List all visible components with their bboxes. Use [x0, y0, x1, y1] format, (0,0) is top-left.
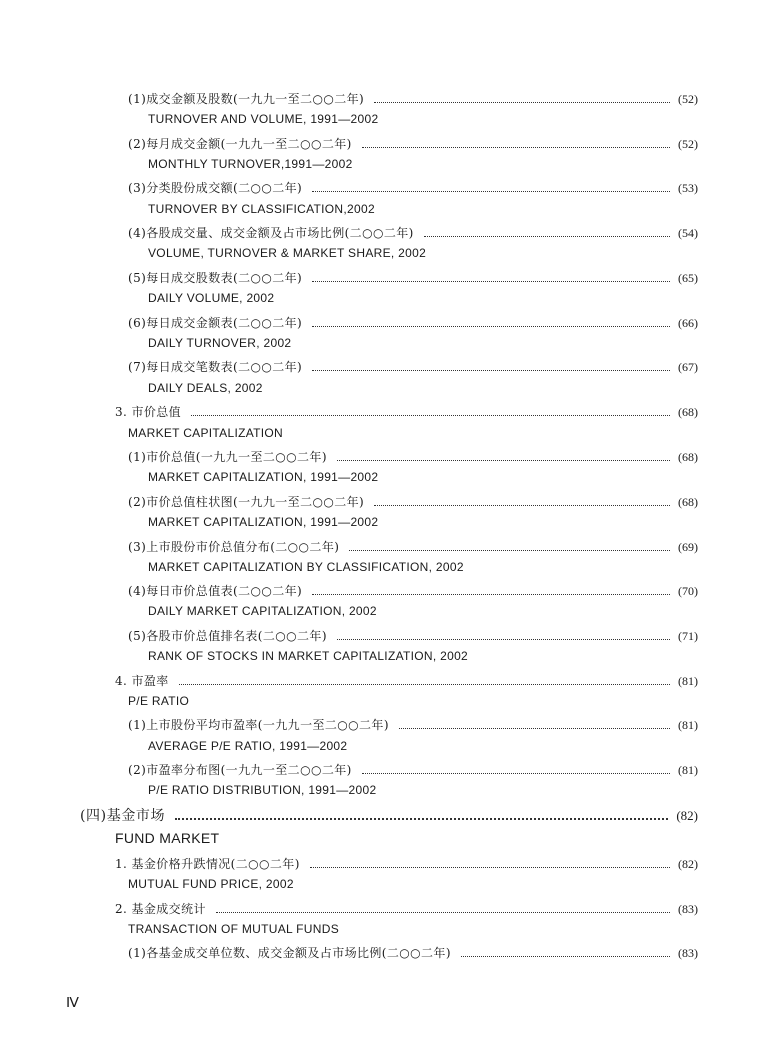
leader-dots — [362, 147, 670, 148]
entry-title: (3)上市股份市价总值分布(二○○二年) — [128, 540, 340, 554]
leader-dots — [312, 281, 670, 282]
leader-dots — [399, 728, 670, 729]
page-number: (82) — [676, 808, 698, 823]
page-number: (52) — [678, 137, 698, 151]
toc-entry[interactable] — [115, 900, 698, 917]
toc-entry[interactable] — [128, 135, 698, 152]
page-number: (70) — [678, 584, 698, 598]
toc-entry[interactable] — [128, 90, 698, 107]
page-number: (66) — [678, 316, 698, 330]
entry-subtitle: MUTUAL FUND PRICE, 2002 — [128, 877, 294, 891]
entry-title: (2)每月成交金额(一九九一至二○○二年) — [128, 137, 352, 151]
page-number: (81) — [678, 718, 698, 732]
leader-dots — [424, 236, 670, 237]
entry-subtitle: P/E RATIO — [128, 694, 190, 708]
page-number: (68) — [678, 450, 698, 464]
entry-subtitle: RANK OF STOCKS IN MARKET CAPITALIZATION, 2002 — [148, 649, 469, 663]
page-number: (68) — [678, 495, 698, 509]
entry-title: 2. 基金成交统计 — [115, 902, 206, 916]
entry-subtitle: MARKET CAPITALIZATION BY CLASSIFICATION, 2002 — [148, 560, 464, 574]
leader-dots — [216, 912, 670, 913]
toc-entry[interactable] — [115, 403, 698, 420]
page-number: (67) — [678, 360, 698, 374]
entry-title: (2)市价总值柱状图(一九九一至二○○二年) — [128, 495, 365, 509]
entry-title: 3. 市价总值 — [115, 405, 182, 419]
toc-entry[interactable] — [128, 493, 698, 510]
toc-section-heading[interactable] — [80, 805, 698, 825]
page-number: (54) — [678, 226, 698, 240]
entry-subtitle: TRANSACTION OF MUTUAL FUNDS — [128, 922, 339, 936]
toc-entry[interactable] — [115, 672, 698, 689]
entry-title: (5)各股市价总值排名表(二○○二年) — [128, 629, 327, 643]
entry-title: (2)市盈率分布图(一九九一至二○○二年) — [128, 763, 352, 777]
entry-subtitle: DAILY MARKET CAPITALIZATION, 2002 — [148, 604, 377, 618]
leader-dots — [374, 505, 670, 506]
entry-title: (4)每日市价总值表(二○○二年) — [128, 584, 303, 598]
page-number: (83) — [678, 946, 698, 960]
page-number: (83) — [678, 902, 698, 916]
page-number: (65) — [678, 271, 698, 285]
page-number: (69) — [678, 540, 698, 554]
entry-subtitle: P/E RATIO DISTRIBUTION, 1991—2002 — [148, 783, 377, 797]
toc-entry[interactable] — [128, 627, 698, 644]
leader-dots — [312, 326, 670, 327]
leader-dots — [310, 867, 670, 868]
leader-dots — [337, 639, 670, 640]
leader-dots — [175, 818, 668, 820]
page-number: (81) — [678, 674, 698, 688]
toc-entry[interactable] — [115, 855, 698, 872]
entry-title: (5)每日成交股数表(二○○二年) — [128, 271, 303, 285]
leader-dots — [362, 773, 670, 774]
entry-subtitle: AVERAGE P/E RATIO, 1991—2002 — [148, 739, 348, 753]
page-number: (82) — [678, 857, 698, 871]
toc-entry[interactable] — [128, 761, 698, 778]
leader-dots — [179, 684, 670, 685]
toc-entry[interactable] — [128, 538, 698, 555]
leader-dots — [337, 460, 670, 461]
leader-dots — [374, 102, 670, 103]
leader-dots — [461, 956, 670, 957]
entry-subtitle: MARKET CAPITALIZATION, 1991—2002 — [148, 515, 379, 529]
toc-entry[interactable] — [128, 358, 698, 375]
toc-entry[interactable] — [128, 582, 698, 599]
toc-entry[interactable] — [128, 224, 698, 241]
entry-subtitle: TURNOVER BY CLASSIFICATION,2002 — [148, 202, 375, 216]
entry-subtitle: DAILY TURNOVER, 2002 — [148, 336, 292, 350]
toc-entry[interactable] — [128, 944, 698, 961]
toc-entry[interactable] — [128, 314, 698, 331]
toc-entry[interactable] — [128, 448, 698, 465]
page-number: (68) — [678, 405, 698, 419]
page-number: (53) — [678, 181, 698, 195]
entry-title: (1)成交金额及股数(一九九一至二○○二年) — [128, 92, 365, 106]
section-title: (四)基金市场 — [80, 808, 166, 824]
leader-dots — [312, 594, 670, 595]
entry-subtitle: MARKET CAPITALIZATION — [128, 426, 283, 440]
entry-subtitle: VOLUME, TURNOVER & MARKET SHARE, 2002 — [148, 246, 427, 260]
entry-title: (6)每日成交金额表(二○○二年) — [128, 316, 303, 330]
toc-entry[interactable] — [128, 716, 698, 733]
toc-entry[interactable] — [128, 179, 698, 196]
leader-dots — [191, 415, 670, 416]
leader-dots — [349, 550, 670, 551]
leader-dots — [312, 191, 670, 192]
entry-title: (1)市价总值(一九九一至二○○二年) — [128, 450, 327, 464]
entry-subtitle: MARKET CAPITALIZATION, 1991—2002 — [148, 470, 379, 484]
page-number: (81) — [678, 763, 698, 777]
entry-title: 4. 市盈率 — [115, 674, 169, 688]
page-number: (71) — [678, 629, 698, 643]
toc-entry[interactable] — [128, 269, 698, 286]
entry-subtitle: DAILY VOLUME, 2002 — [148, 291, 275, 305]
entry-title: 1. 基金价格升跌情况(二○○二年) — [115, 857, 300, 871]
entry-title: (1)上市股份平均市盈率(一九九一至二○○二年) — [128, 718, 389, 732]
entry-title: (7)每日成交笔数表(二○○二年) — [128, 360, 303, 374]
page-folio: Ⅳ — [66, 996, 79, 1011]
entry-title: (4)各股成交量、成交金额及占市场比例(二○○二年) — [128, 226, 414, 240]
entry-subtitle: MONTHLY TURNOVER,1991—2002 — [148, 157, 353, 171]
entry-subtitle: DAILY DEALS, 2002 — [148, 381, 263, 395]
entry-title: (1)各基金成交单位数、成交金额及占市场比例(二○○二年) — [128, 946, 451, 960]
entry-subtitle: TURNOVER AND VOLUME, 1991—2002 — [148, 112, 379, 126]
entry-title: (3)分类股份成交额(二○○二年) — [128, 181, 303, 195]
page-number: (52) — [678, 92, 698, 106]
section-subtitle: FUND MARKET — [115, 830, 220, 846]
leader-dots — [312, 370, 670, 371]
